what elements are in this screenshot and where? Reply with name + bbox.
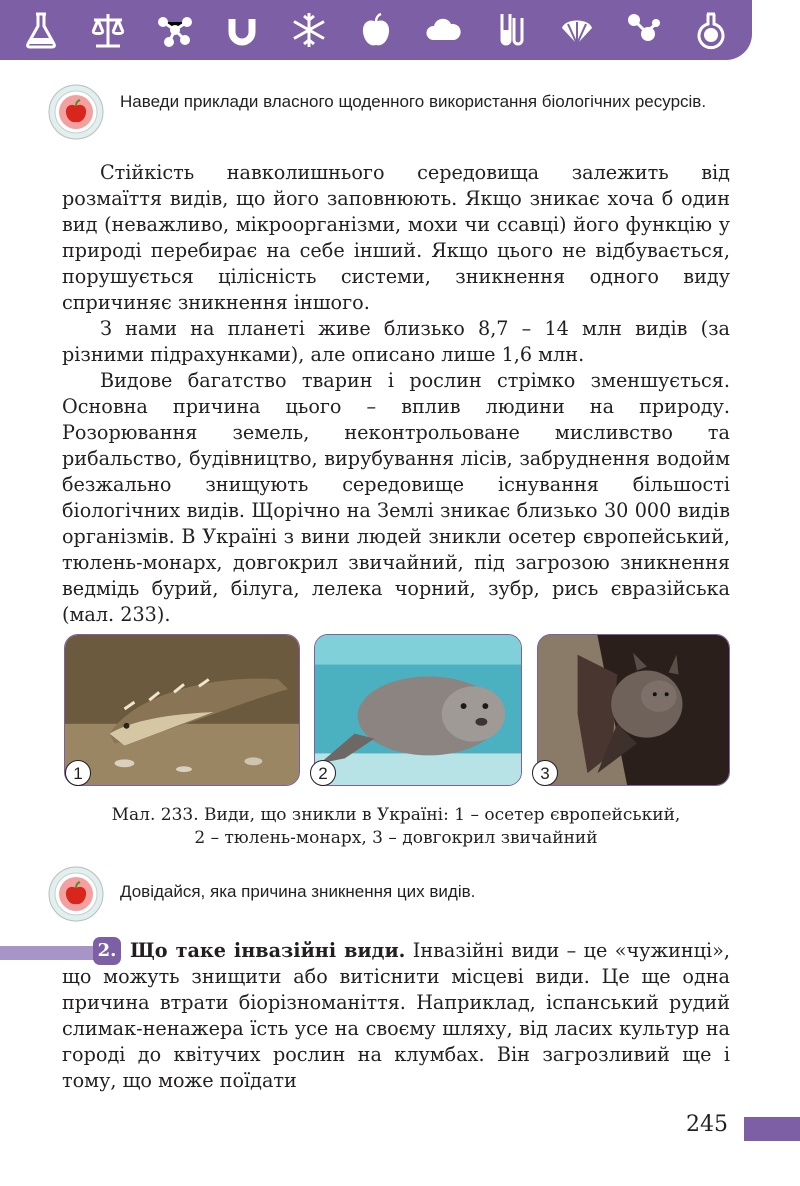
paragraph: Видове багатство тварин і рослин стрімко зменшується. Основна причина цього – вплив людини на природу. Розорювання земель, неконтрольоване мисливство та рибальство, будівництво, вирубування лісів, забруднення водойм безжально знищують середовище існування більшості біологічних видів. Щорічно на Землі зникає близько 30 000 видів організмів. В Україні з вини людей зникли осетер європейський, тюлень-монарх, довгокрил звичайний, під загрозою зникнення ведмідь бурий, білуга, лелека чорний, зубр, рись євразійська (мал. 233). (62, 369, 730, 626)
task-block-2 (48, 866, 738, 922)
section-paragraph (62, 938, 730, 1094)
cloud-icon (421, 8, 465, 52)
bat-photo (537, 634, 730, 786)
apple-badge-icon (48, 84, 104, 140)
caption-line-1: Мал. 233. Види, що зникли в Україні: 1 – осетер європейський, (111, 805, 681, 825)
flask-icon (19, 8, 63, 52)
apple-badge-icon (48, 866, 104, 922)
figure-label-3: 3 (532, 760, 558, 786)
snowflake-icon (287, 8, 331, 52)
section-body: Інвазійні види – це «чужинці», що можуть знищити або витіснити місцеві види. Це ще одна причина втрати біорізноманіття. Наприклад, іспанський рудий слимак-ненажера їсть усе на своєму шляху, від ласих культур на городі до квітучих рослин на клумбах. Він загрозливий ще і тому, що може поїдати (62, 939, 730, 1092)
shell-icon (555, 8, 599, 52)
caption-line-2: 2 – тюлень-монарх, 3 – довгокрил звичайний (194, 828, 598, 848)
paragraph: З нами на планеті живе близько 8,7 – 14 млн видів (за різними підрахунками), але описано лише 1,6 млн. (62, 317, 730, 366)
paragraph: Стійкість навколишнього середовища залежить від розмаїття видів, що його заповнюють. Якщо зникає хоча б один вид (неважливо, мікроорганізми, мохи чи ссавці) його функцію у природі перебирає на себе інший. Якщо цього не відбувається, порушується цілісність системи, зникнення одного виду спричиняє зникнення іншого. (62, 161, 730, 314)
apple-icon (354, 8, 398, 52)
page-number: 245 (686, 1112, 728, 1137)
main-text (62, 160, 730, 628)
figure-label-1: 1 (65, 760, 91, 786)
section-title: Що таке інвазійні види. (130, 939, 406, 962)
round-flask-icon (689, 8, 733, 52)
scales-icon (86, 8, 130, 52)
molecule-icon (153, 8, 197, 52)
section-text (62, 938, 730, 1094)
section-number: 2. (93, 937, 121, 965)
task-question: Довідайся, яка причина зникнення цих видів. (120, 882, 476, 901)
monk-seal-photo (314, 634, 522, 786)
sturgeon-photo (64, 634, 300, 786)
task-question: Наведи приклади власного щоденного використання біологічних ресурсів. (120, 92, 707, 111)
test-tubes-icon (488, 8, 532, 52)
header-icon-bar (0, 0, 752, 60)
page-tab (744, 1117, 800, 1141)
figure-caption (62, 804, 730, 850)
task-block-1 (48, 84, 738, 140)
figure-label-2: 2 (310, 760, 336, 786)
magnet-icon (220, 8, 264, 52)
atoms-icon (622, 8, 666, 52)
